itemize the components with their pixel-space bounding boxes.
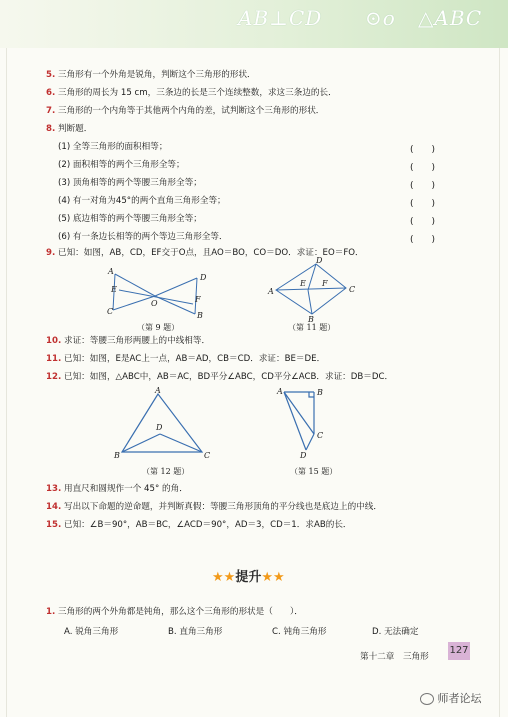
figure-15-caption: （第 15 题） <box>290 467 338 476</box>
judgement-2: (2) 面积相等的两个三角形全等； <box>58 160 185 170</box>
figure-12-caption: （第 12 题） <box>142 467 190 476</box>
judgement-5: (5) 底边相等的两个等腰三角形全等； <box>58 214 202 224</box>
figure-12 <box>112 386 212 462</box>
figure-9-caption: （第 9 题） <box>137 323 180 332</box>
exercise-5: 5. 三角形有一个外角是锐角，判断这个三角形的形状． <box>46 70 256 80</box>
judgement-6: (6) 有一条边长相等的两个等边三角形全等． <box>58 232 228 242</box>
exercise-15: 15. 已知：∠B＝90°，AB＝BC，∠ACD＝90°，AD＝3，CD＝1．求AB的长． <box>46 520 352 530</box>
answer-paren-3: ( ) <box>410 181 436 191</box>
fig11-label-e: E <box>300 279 306 288</box>
fig9-label-a: A <box>108 267 114 276</box>
fig15-label-c: C <box>317 431 324 440</box>
chapter-footer: 第十二章 三角形 <box>360 652 429 662</box>
exercise-8: 8. 判断题． <box>46 124 93 134</box>
fig15-label-a: A <box>277 387 283 396</box>
exercise-9: 9. 已知：如图，AB，CD，EF交于O点，且AO＝BO，CO＝DO．求证：EO＝FO． <box>46 248 364 258</box>
fig12-label-c: C <box>204 451 211 460</box>
answer-paren-1: ( ) <box>410 145 436 155</box>
wechat-icon <box>420 693 434 705</box>
fig9-label-d: D <box>200 273 207 282</box>
figure-11 <box>262 256 362 322</box>
fig15-label-b: B <box>317 388 323 397</box>
figure-11-caption: （第 11 题） <box>288 323 336 332</box>
fig12-label-a: A <box>155 386 161 395</box>
fig11-label-b: B <box>308 315 314 322</box>
judgement-1: (1) 全等三角形的面积相等； <box>58 142 168 152</box>
judgement-3: (3) 顶角相等的两个等腰三角形全等； <box>58 178 202 188</box>
fig11-label-c: C <box>349 285 356 294</box>
header-band <box>0 0 508 48</box>
figure-9 <box>105 262 215 320</box>
option-d: D. 无法确定 <box>372 627 419 637</box>
star-icon: ★★ <box>261 570 285 585</box>
fig9-label-o: O <box>151 299 158 308</box>
exercise-7: 7. 三角形的一个内角等于其他两个内角的差，试判断这个三角形的形状． <box>46 106 325 116</box>
improve-question-1: 1. 三角形的两个外角都是钝角，那么这个三角形的形状是（ ）． <box>46 607 303 617</box>
answer-paren-2: ( ) <box>410 163 436 173</box>
page-number: 127 <box>448 642 470 660</box>
exercise-6: 6. 三角形的周长为 15 cm，三条边的长是三个连续整数，求这三条边的长． <box>46 88 337 98</box>
section-title-improve: ★★提升★★ <box>212 570 285 585</box>
fig15-label-d: D <box>300 451 307 460</box>
exercise-11: 11. 已知：如图，E是AC上一点，AB＝AD，CB＝CD．求证：BE＝DE． <box>46 354 326 364</box>
answer-paren-6: ( ) <box>410 235 436 245</box>
figure-15 <box>274 384 344 460</box>
header-deco-perpendicular: AB⊥CD <box>238 6 323 30</box>
fig9-label-e: E <box>111 285 117 294</box>
option-b: B. 直角三角形 <box>168 627 223 637</box>
star-icon: ★★ <box>212 570 236 585</box>
fig11-label-a: A <box>268 287 274 296</box>
answer-paren-5: ( ) <box>410 217 436 227</box>
fig11-label-f: F <box>322 279 328 288</box>
judgement-4: (4) 有一对角为45°的两个直角三角形全等； <box>58 196 226 206</box>
exercise-14: 14. 写出以下命题的逆命题，并判断真假：等腰三角形顶角的平分线也是底边上的中线． <box>46 502 382 512</box>
fig12-label-b: B <box>114 451 120 460</box>
option-c: C. 钝角三角形 <box>272 627 327 637</box>
header-deco-circle: ⊙o <box>365 6 396 30</box>
fig9-label-c: C <box>107 307 114 316</box>
fig12-label-d: D <box>156 423 163 432</box>
fig9-label-b: B <box>197 311 203 320</box>
fig9-label-f: F <box>195 295 201 304</box>
exercise-13: 13. 用直尺和圆规作一个 45° 的角． <box>46 484 188 494</box>
answer-paren-4: ( ) <box>410 199 436 209</box>
fig11-label-d: D <box>316 256 323 265</box>
exercise-12: 12. 已知：如图，△ABC中，AB＝AC，BD平分∠ABC，CD平分∠ACB．求证：DB＝DC． <box>46 372 394 382</box>
watermark: 师者论坛 <box>420 690 482 706</box>
option-a: A. 锐角三角形 <box>64 627 119 637</box>
exercise-10: 10. 求证：等腰三角形两腰上的中线相等． <box>46 336 211 346</box>
header-deco-triangle: △ABC <box>418 6 483 30</box>
